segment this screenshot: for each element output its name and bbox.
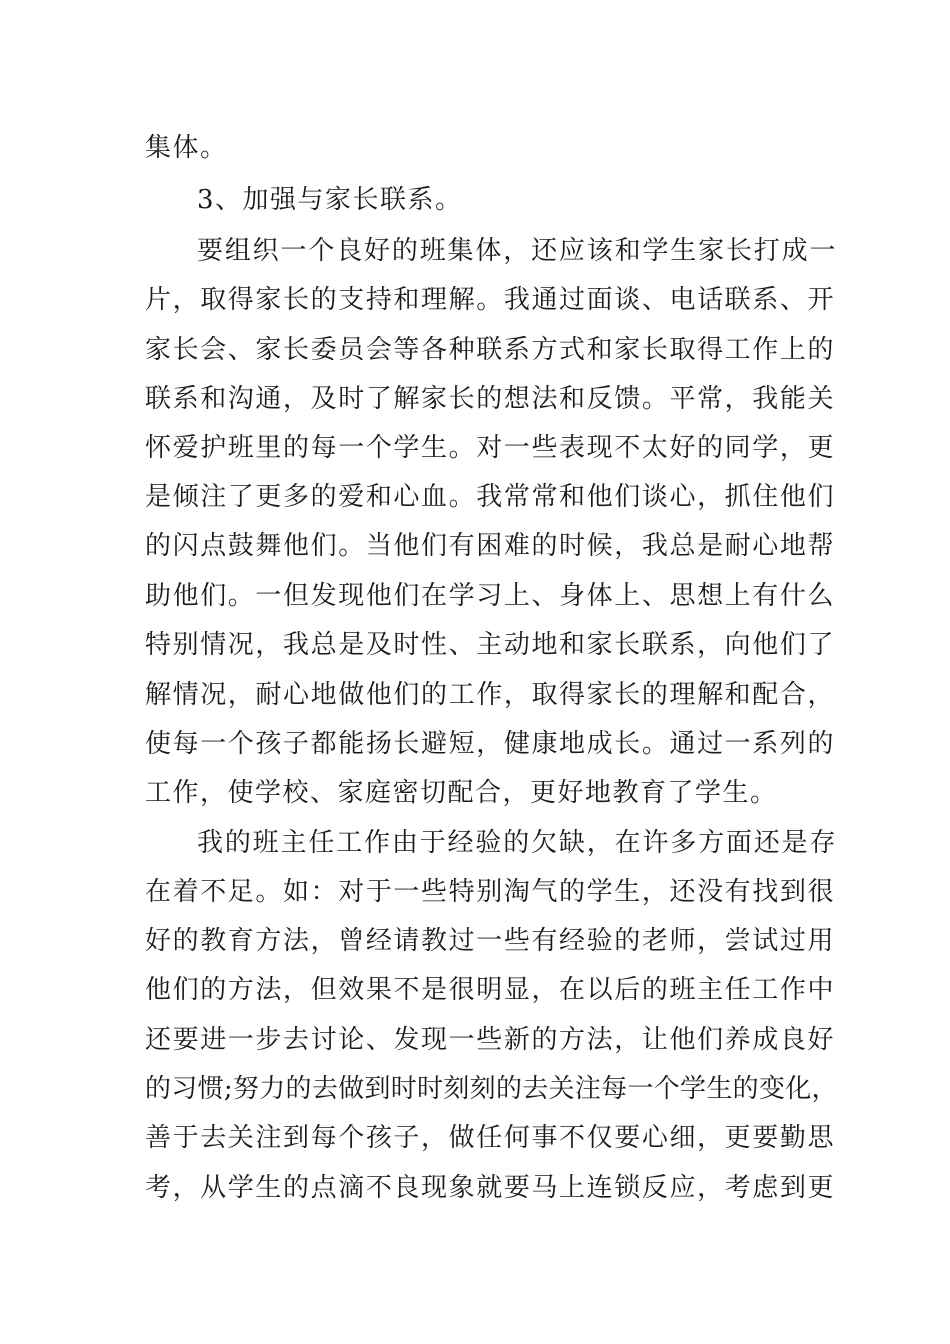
text-line: 助他们。一但发现他们在学习上、身体上、思想上有什么 — [145, 581, 835, 611]
text-line: 我的班主任工作由于经验的欠缺，在许多方面还是存 — [197, 828, 837, 858]
text-line: 的闪点鼓舞他们。当他们有困难的时候，我总是耐心地帮 — [145, 531, 835, 561]
text-line: 的习惯;努力的去做到时时刻刻的去关注每一个学生的变化， — [145, 1074, 838, 1104]
text-line: 家长会、家长委员会等各种联系方式和家长取得工作上的 — [145, 335, 835, 365]
text-line: 联系和沟通，及时了解家长的想法和反馈。平常，我能关 — [145, 384, 835, 414]
text-line: 解情况，耐心地做他们的工作，取得家长的理解和配合， — [145, 680, 835, 710]
text-line: 是倾注了更多的爱和心血。我常常和他们谈心，抓住他们 — [145, 482, 835, 512]
text-line: 在着不足。如：对于一些特别淘气的学生，还没有找到很 — [145, 877, 835, 907]
text-line: 他们的方法，但效果不是很明显，在以后的班主任工作中 — [145, 975, 835, 1005]
text-line: 集体。 — [145, 133, 228, 163]
text-line: 怀爱护班里的每一个学生。对一些表现不太好的同学，更 — [145, 433, 835, 463]
section-heading: 3、加强与家长联系。 — [197, 185, 463, 215]
text-line: 善于去关注到每个孩子，做任何事不仅要心细，更要勤思 — [145, 1123, 835, 1153]
text-line: 要组织一个良好的班集体，还应该和学生家长打成一 — [197, 236, 837, 266]
text-line: 工作，使学校、家庭密切配合，更好地教育了学生。 — [145, 778, 778, 808]
text-line: 考，从学生的点滴不良现象就要马上连锁反应，考虑到更 — [145, 1173, 835, 1203]
text-line: 好的教育方法，曾经请教过一些有经验的老师，尝试过用 — [145, 926, 835, 956]
text-line: 特别情况，我总是及时性、主动地和家长联系，向他们了 — [145, 630, 835, 660]
text-line: 还要进一步去讨论、发现一些新的方法，让他们养成良好 — [145, 1025, 835, 1055]
text-line: 使每一个孩子都能扬长避短，健康地成长。通过一系列的 — [145, 729, 835, 759]
text-line: 片，取得家长的支持和理解。我通过面谈、电话联系、开 — [145, 285, 835, 315]
